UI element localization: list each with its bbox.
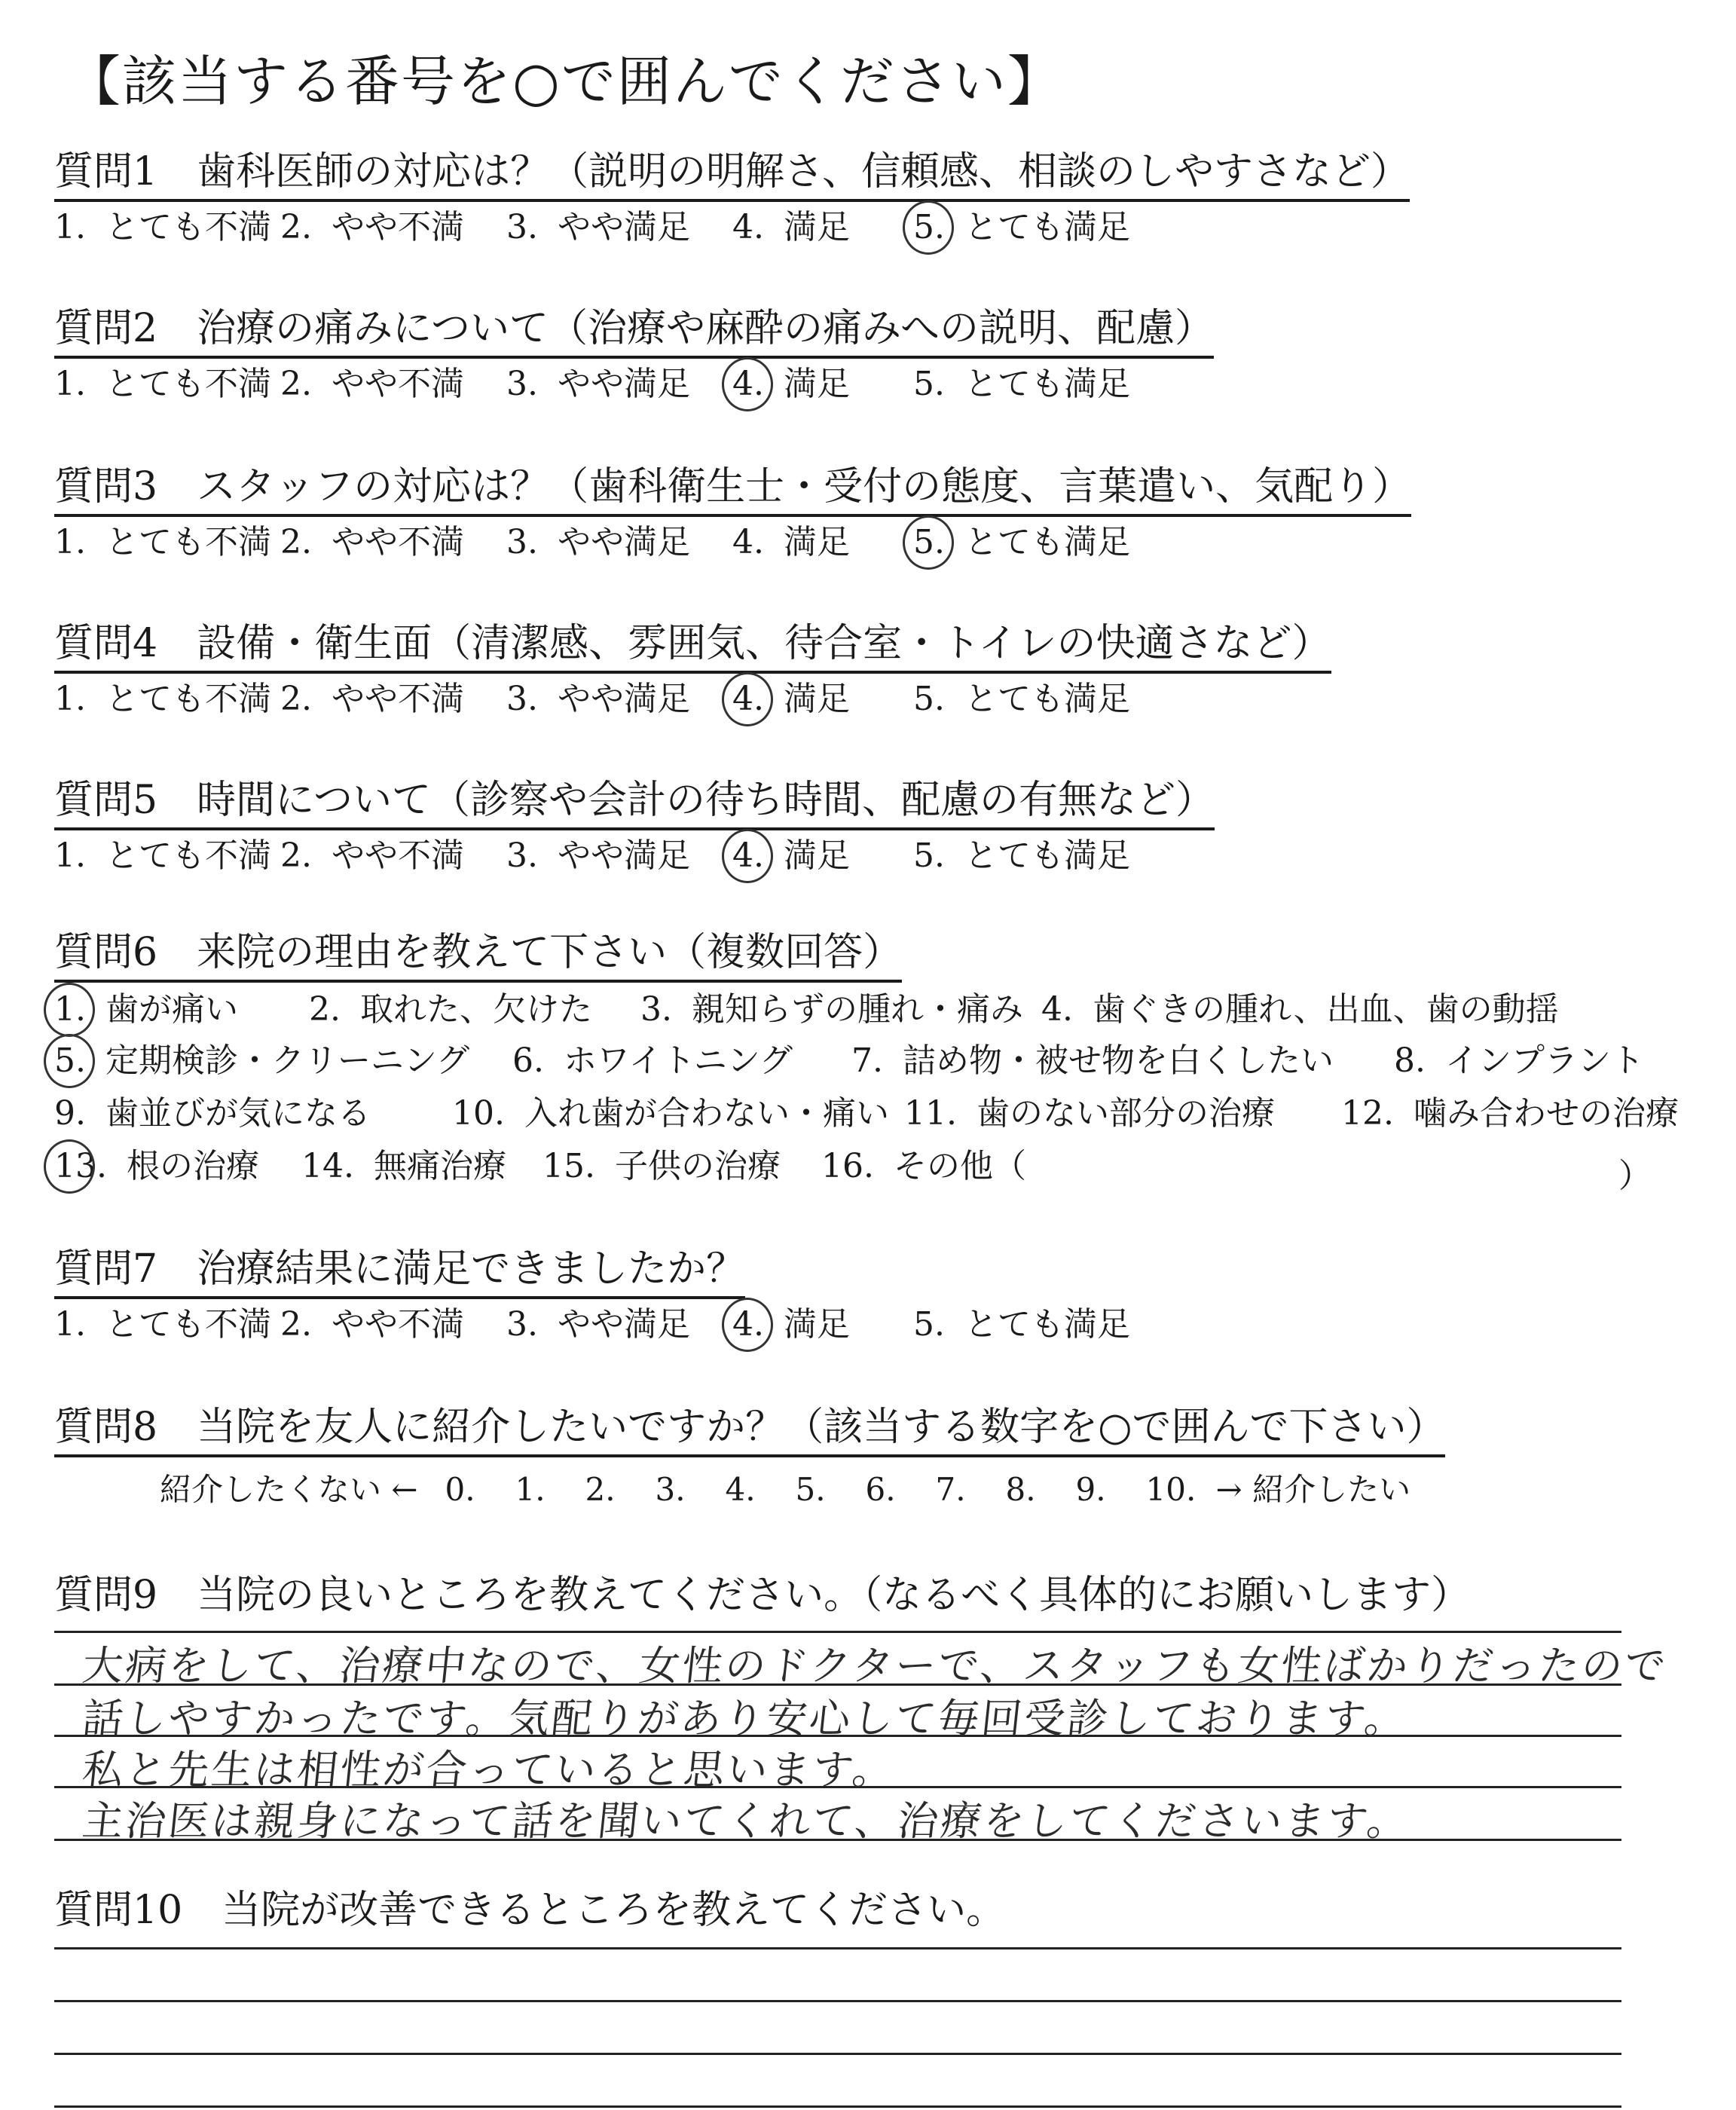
q2-option-label: とても満足 bbox=[964, 365, 1130, 403]
q6-option-number: 13. bbox=[54, 1145, 107, 1188]
q8-scale-number[interactable]: 9. bbox=[1075, 1471, 1106, 1508]
q3-number: 質問3 bbox=[54, 464, 158, 509]
q5-option-3[interactable] bbox=[506, 835, 690, 877]
q6-option-label: 定期検診・クリーニング bbox=[105, 1041, 470, 1080]
q6-option-label: 歯が痛い bbox=[105, 990, 238, 1029]
q5-option-number: 4. bbox=[732, 835, 764, 877]
q3-text: スタッフの対応は？（歯科衛生士・受付の態度、言葉遣い、気配り） bbox=[197, 464, 1412, 509]
q4-number: 質問4 bbox=[54, 621, 158, 666]
q9-answer-line bbox=[54, 1631, 1621, 1633]
q6-option-label: 歯並びが気になる bbox=[105, 1094, 371, 1133]
q6-title bbox=[54, 928, 902, 983]
q4-option-label: とても不満 bbox=[105, 680, 271, 718]
q7-option-label: とても満足 bbox=[964, 1305, 1130, 1344]
q6-option-number: 16. bbox=[821, 1147, 874, 1185]
q6-option-number: 7. bbox=[851, 1041, 883, 1080]
q5-title bbox=[54, 776, 1215, 830]
q5-option-label: とても不満 bbox=[105, 836, 271, 875]
q3-option-5[interactable] bbox=[913, 521, 1130, 564]
q6-option-label: 歯のない部分の治療 bbox=[976, 1094, 1275, 1133]
q9-handwritten-line: 私と先生は相性が合っていると思います。 bbox=[80, 1746, 898, 1794]
q2-option-4[interactable] bbox=[732, 363, 850, 405]
q8-scale-number[interactable]: 8. bbox=[1005, 1471, 1036, 1508]
q4-option-label: とても満足 bbox=[964, 680, 1130, 718]
q6-other-close-paren: ） bbox=[1618, 1157, 1652, 1195]
q5-option-number: 5. bbox=[913, 836, 945, 875]
q5-option-5[interactable] bbox=[913, 835, 1130, 877]
q6-option-number: 12. bbox=[1341, 1094, 1394, 1133]
q8-number: 質問8 bbox=[54, 1405, 158, 1450]
q5-option-1[interactable] bbox=[54, 835, 271, 877]
q6-option-3[interactable] bbox=[640, 989, 1023, 1031]
q6-option-label: インプラント bbox=[1444, 1041, 1644, 1080]
q1-option-3[interactable] bbox=[506, 206, 690, 249]
q3-option-1[interactable] bbox=[54, 521, 271, 564]
q7-option-3[interactable] bbox=[506, 1304, 690, 1346]
q2-option-number: 3. bbox=[506, 365, 538, 403]
q7-option-number: 2. bbox=[280, 1305, 312, 1344]
q7-options bbox=[54, 1304, 1561, 1349]
q6-option-2[interactable] bbox=[309, 989, 592, 1031]
q3-option-label: とても不満 bbox=[105, 523, 271, 561]
q2-number: 質問2 bbox=[54, 306, 158, 351]
q8-scale-number[interactable]: 2. bbox=[585, 1471, 616, 1508]
q5-option-number: 2. bbox=[280, 836, 312, 875]
q2-option-label: やや満足 bbox=[557, 365, 690, 403]
q6-option-1[interactable] bbox=[54, 989, 238, 1031]
q3-option-4[interactable] bbox=[732, 521, 850, 564]
q1-option-number: 2. bbox=[280, 208, 312, 246]
q3-option-number: 1. bbox=[54, 523, 86, 561]
q10-number: 質問10 bbox=[54, 1888, 183, 1933]
q2-options bbox=[54, 363, 1561, 408]
q2-option-1[interactable] bbox=[54, 363, 271, 405]
q8-text: 当院を友人に紹介したいですか？（該当する数字を○で囲んで下さい） bbox=[197, 1405, 1446, 1450]
q7-option-label: とても不満 bbox=[105, 1305, 271, 1344]
q8-scale bbox=[160, 1465, 1410, 1510]
q4-option-number: 1. bbox=[54, 680, 86, 718]
q5-option-2[interactable] bbox=[280, 835, 464, 877]
q8-scale-number[interactable]: 1. bbox=[515, 1471, 546, 1508]
q3-option-label: 満足 bbox=[783, 523, 850, 561]
q3-options bbox=[54, 521, 1561, 567]
q1-number: 質問1 bbox=[54, 149, 158, 194]
q8-scale-number[interactable]: 3. bbox=[655, 1471, 686, 1508]
q8-scale-number[interactable]: 10. bbox=[1145, 1471, 1197, 1508]
q2-option-number: 5. bbox=[913, 365, 945, 403]
q2-option-label: とても不満 bbox=[105, 365, 271, 403]
q6-option-15[interactable] bbox=[542, 1145, 781, 1188]
q6-option-label: 噛み合わせの治療 bbox=[1413, 1094, 1679, 1133]
q4-option-number: 3. bbox=[506, 680, 538, 718]
q6-number: 質問6 bbox=[54, 930, 158, 975]
q4-option-3[interactable] bbox=[506, 678, 690, 720]
q3-option-number: 3. bbox=[506, 523, 538, 561]
q7-option-4[interactable] bbox=[732, 1304, 850, 1346]
page-header: 【該当する番号を○で囲んでください】 bbox=[66, 50, 1063, 113]
q7-option-label: 満足 bbox=[783, 1305, 850, 1344]
q3-option-label: やや不満 bbox=[331, 523, 464, 561]
q1-option-4[interactable] bbox=[732, 206, 850, 249]
q4-option-number: 2. bbox=[280, 680, 312, 718]
q2-option-2[interactable] bbox=[280, 363, 464, 405]
q6-option-4[interactable] bbox=[1041, 989, 1559, 1031]
q4-option-label: 満足 bbox=[783, 680, 850, 718]
q3-option-number: 2. bbox=[280, 523, 312, 561]
q1-option-5[interactable] bbox=[913, 206, 1130, 249]
q6-option-label: 入れ歯が合わない・痛い bbox=[524, 1094, 889, 1133]
q5-options bbox=[54, 835, 1561, 880]
q7-option-number: 5. bbox=[913, 1305, 945, 1344]
q10-answer-line[interactable] bbox=[54, 2105, 1621, 2108]
q8-scale-number[interactable]: 7. bbox=[935, 1471, 966, 1508]
q5-option-label: やや不満 bbox=[331, 836, 464, 875]
q3-option-2[interactable] bbox=[280, 521, 464, 564]
q2-option-5[interactable] bbox=[913, 363, 1130, 405]
q4-option-4[interactable] bbox=[732, 678, 850, 720]
q1-option-label: やや満足 bbox=[557, 208, 690, 246]
q6-option-12[interactable] bbox=[1341, 1093, 1679, 1135]
q6-option-number: 2. bbox=[309, 990, 341, 1029]
q1-option-label: やや不満 bbox=[331, 208, 464, 246]
q8-left-label: 紹介したくない ← bbox=[160, 1471, 418, 1508]
q7-option-label: やや満足 bbox=[557, 1305, 690, 1344]
q6-option-label: 子供の治療 bbox=[614, 1147, 781, 1185]
q1-option-label: 満足 bbox=[783, 208, 850, 246]
q6-option-number: 6. bbox=[512, 1041, 544, 1080]
q6-option-16[interactable] bbox=[821, 1145, 1026, 1188]
q5-option-4[interactable] bbox=[732, 835, 850, 877]
q1-option-2[interactable] bbox=[280, 206, 464, 249]
q6-option-number: 5. bbox=[54, 1040, 86, 1082]
q1-option-label: とても満足 bbox=[964, 208, 1130, 246]
q1-option-1[interactable] bbox=[54, 206, 271, 249]
q6-option-label: その他（ bbox=[893, 1147, 1026, 1185]
q1-title bbox=[54, 148, 1410, 202]
q8-scale-number[interactable]: 4. bbox=[725, 1471, 756, 1508]
q6-option-number: 8. bbox=[1394, 1041, 1426, 1080]
q5-option-label: やや満足 bbox=[557, 836, 690, 875]
q5-option-label: 満足 bbox=[783, 836, 850, 875]
q2-option-number: 4. bbox=[732, 363, 764, 405]
q7-option-number: 4. bbox=[732, 1304, 764, 1346]
q6-option-label: ホワイトニング bbox=[563, 1041, 793, 1080]
q6-option-number: 15. bbox=[542, 1147, 595, 1185]
q6-option-label: 無痛治療 bbox=[373, 1147, 506, 1185]
q6-option-11[interactable] bbox=[904, 1093, 1275, 1135]
q4-option-5[interactable] bbox=[913, 678, 1130, 720]
q6-option-14[interactable] bbox=[301, 1145, 506, 1188]
q8-scale-number[interactable]: 5. bbox=[795, 1471, 826, 1508]
q6-option-label: 根の治療 bbox=[126, 1147, 259, 1185]
q1-option-number: 4. bbox=[732, 208, 764, 246]
q9-handwritten-line: 話しやすかったです。気配りがあり安心して毎回受診しております。 bbox=[80, 1695, 1410, 1742]
q6-option-number: 11. bbox=[904, 1094, 957, 1133]
q1-text: 歯科医師の対応は？（説明の明解さ、信頼感、相談のしやすさなど） bbox=[197, 149, 1410, 194]
q6-option-label: 取れた、欠けた bbox=[359, 990, 592, 1029]
q7-option-5[interactable] bbox=[913, 1304, 1130, 1346]
q7-text: 治療結果に満足できましたか？ bbox=[197, 1246, 746, 1292]
q6-option-label: 歯ぐきの腫れ、出血、歯の動揺 bbox=[1092, 990, 1559, 1029]
q10-answer-line[interactable] bbox=[54, 1947, 1621, 1949]
q10-text: 当院が改善できるところを教えてください。 bbox=[222, 1888, 1006, 1933]
q7-title bbox=[54, 1245, 745, 1299]
q4-options bbox=[54, 678, 1561, 723]
q9-handwritten-line: 大病をして、治療中なので、女性のドクターで、スタッフも女性ばかりだったので bbox=[80, 1642, 1670, 1690]
q4-title bbox=[54, 619, 1331, 674]
q6-option-label: 親知らずの腫れ・痛み bbox=[691, 990, 1023, 1029]
q6-option-10[interactable] bbox=[452, 1093, 889, 1135]
q9-handwritten-line: 主治医は親身になって話を聞いてくれて、治療をしてくださいます。 bbox=[80, 1797, 1413, 1845]
q2-option-number: 1. bbox=[54, 365, 86, 403]
q6-option-number: 4. bbox=[1041, 990, 1073, 1029]
q7-option-number: 1. bbox=[54, 1305, 86, 1344]
q7-number: 質問7 bbox=[54, 1246, 158, 1292]
q5-option-number: 1. bbox=[54, 836, 86, 875]
q4-option-number: 4. bbox=[732, 678, 764, 720]
q1-option-number: 5. bbox=[913, 206, 945, 249]
q4-option-1[interactable] bbox=[54, 678, 271, 720]
q10-answer-line[interactable] bbox=[54, 2000, 1621, 2002]
q6-option-7[interactable] bbox=[851, 1040, 1334, 1082]
q6-option-9[interactable] bbox=[54, 1093, 371, 1135]
q2-option-3[interactable] bbox=[506, 363, 690, 405]
q3-option-label: とても満足 bbox=[964, 523, 1130, 561]
q1-options bbox=[54, 206, 1561, 252]
q8-scale-number[interactable]: 0. bbox=[445, 1471, 475, 1508]
q3-option-label: やや満足 bbox=[557, 523, 690, 561]
q9-text: 当院の良いところを教えてください。（なるべく具体的にお願いします） bbox=[197, 1573, 1471, 1618]
q5-number: 質問5 bbox=[54, 778, 158, 823]
q7-option-number: 3. bbox=[506, 1305, 538, 1344]
q3-option-number: 4. bbox=[732, 523, 764, 561]
q4-option-2[interactable] bbox=[280, 678, 464, 720]
q8-title bbox=[54, 1403, 1445, 1457]
q8-right-label: → 紹介したい bbox=[1215, 1471, 1411, 1508]
q3-option-number: 5. bbox=[913, 521, 945, 564]
q6-text: 来院の理由を教えて下さい（複数回答） bbox=[197, 930, 903, 975]
q7-option-1[interactable] bbox=[54, 1304, 271, 1346]
q1-option-number: 1. bbox=[54, 208, 86, 246]
q6-option-number: 3. bbox=[640, 990, 672, 1029]
q6-option-6[interactable] bbox=[512, 1040, 793, 1082]
q9-title bbox=[54, 1563, 1470, 1619]
q2-title bbox=[54, 304, 1214, 359]
q5-option-number: 3. bbox=[506, 836, 538, 875]
q6-option-5[interactable] bbox=[54, 1040, 469, 1082]
q6-option-8[interactable] bbox=[1394, 1040, 1644, 1082]
q6-option-number: 9. bbox=[54, 1094, 86, 1133]
q1-option-label: とても不満 bbox=[105, 208, 271, 246]
q4-text: 設備・衛生面（清潔感、雰囲気、待合室・トイレの快適さなど） bbox=[197, 621, 1331, 666]
q3-option-3[interactable] bbox=[506, 521, 690, 564]
q1-option-number: 3. bbox=[506, 208, 538, 246]
q3-title bbox=[54, 463, 1411, 517]
q6-option-number: 14. bbox=[301, 1147, 354, 1185]
q7-option-label: やや不満 bbox=[331, 1305, 464, 1344]
q6-option-13[interactable] bbox=[54, 1145, 259, 1188]
q2-option-label: やや不満 bbox=[331, 365, 464, 403]
q10-answer-line[interactable] bbox=[54, 2053, 1621, 2055]
q2-option-label: 満足 bbox=[783, 365, 850, 403]
q2-text: 治療の痛みについて（治療や麻酔の痛みへの説明、配慮） bbox=[197, 306, 1215, 351]
q4-option-label: やや満足 bbox=[557, 680, 690, 718]
q2-option-number: 2. bbox=[280, 365, 312, 403]
q9-number: 質問9 bbox=[54, 1573, 158, 1618]
q7-option-2[interactable] bbox=[280, 1304, 464, 1346]
q6-option-number: 10. bbox=[452, 1094, 505, 1133]
q6-option-number: 1. bbox=[54, 989, 86, 1031]
q5-option-label: とても満足 bbox=[964, 836, 1130, 875]
q6-option-label: 詰め物・被せ物を白くしたい bbox=[902, 1041, 1334, 1080]
q8-scale-number[interactable]: 6. bbox=[865, 1471, 896, 1508]
q10-title bbox=[54, 1878, 1005, 1934]
q5-text: 時間について（診察や会計の待ち時間、配慮の有無など） bbox=[197, 778, 1215, 823]
q4-option-label: やや不満 bbox=[331, 680, 464, 718]
q4-option-number: 5. bbox=[913, 680, 945, 718]
